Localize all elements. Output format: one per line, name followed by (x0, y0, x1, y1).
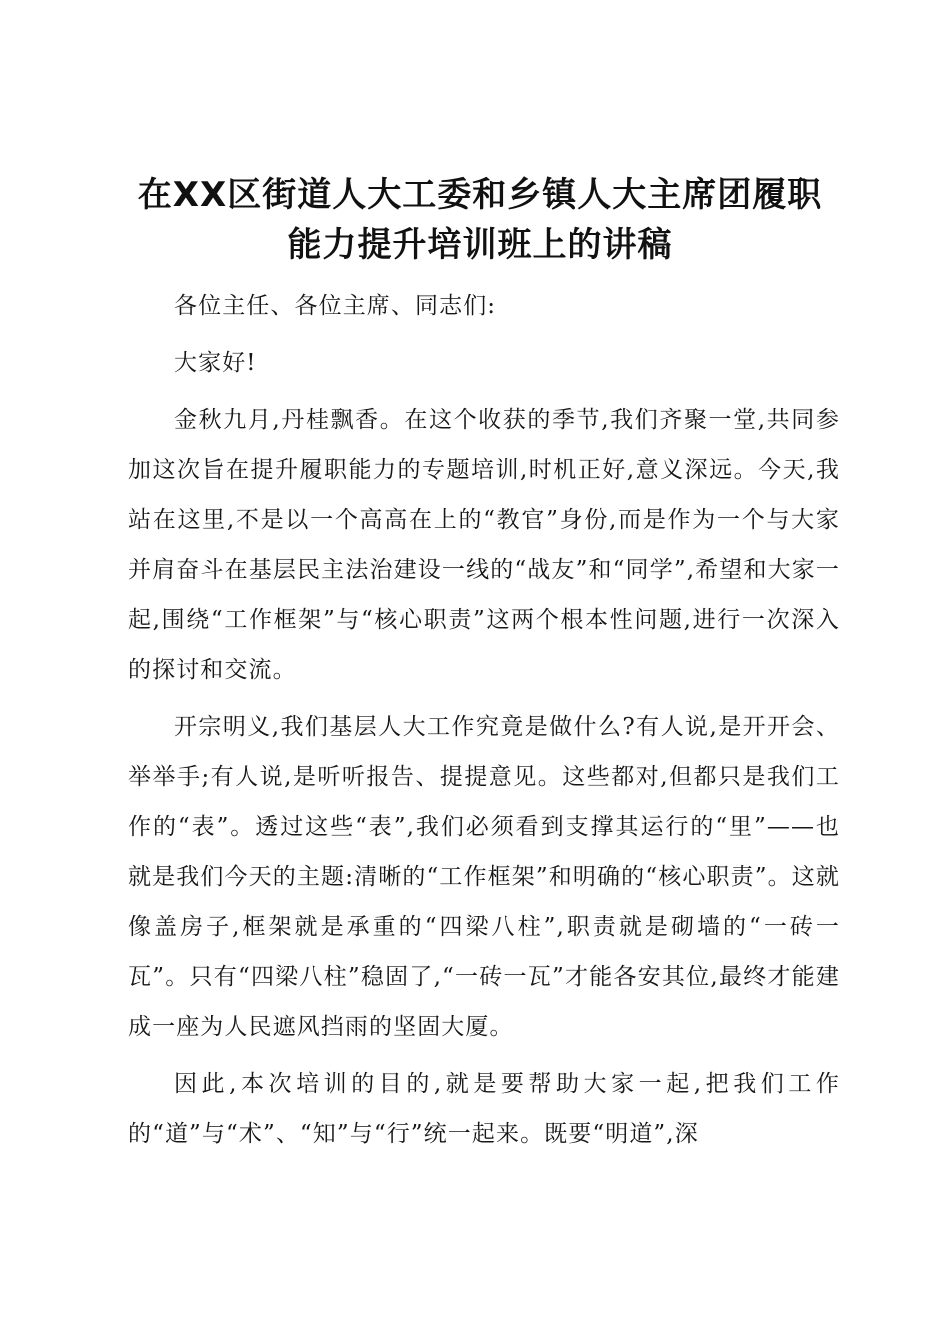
document-title (120, 170, 840, 270)
title-line-2: 能力提升培训班上的讲稿 (287, 225, 673, 265)
greeting-paragraph: 大家好! (174, 350, 257, 376)
body-paragraph: 金秋九月,丹桂飘香。在这个收获的季节,我们齐聚一堂,共同参加这次旨在提升履职能力的专题培训,时机正好,意义深远。今天,我站在这里,不是以一个高高在上的“教官”身份,而是作为一个与大家并肩奋斗在基层民主法治建设一线的“战友”和“同学”,希望和大家一起,围绕“工作框架”与“核心职责”这两个根本性问题,进行一次深入的探讨和交流。 (128, 407, 840, 683)
document-body (128, 281, 840, 1166)
salutation-paragraph: 各位主任、各位主席、同志们: (174, 293, 497, 319)
body-paragraph: 开宗明义,我们基层人大工作究竟是做什么?有人说,是开开会、举举手;有人说,是听听报告、提提意见。这些都对,但都只是我们工作的“表”。透过这些“表”,我们必须看到支撑其运行的“里”——也就是我们今天的主题:清晰的“工作框架”和明确的“核心职责”。这就像盖房子,框架就是承重的“四梁八柱”,职责就是砌墙的“一砖一瓦”。只有“四梁八柱”稳固了,“一砖一瓦”才能各安其位,最终才能建成一座为人民遮风挡雨的坚固大厦。 (128, 714, 840, 1040)
title-line-1: 在XX区街道人大工委和乡镇人大主席团履职 (137, 175, 823, 215)
body-paragraph: 因此,本次培训的目的,就是要帮助大家一起,把我们工作的“道”与“术”、“知”与“行”统一起来。既要“明道”,深 (128, 1071, 840, 1147)
